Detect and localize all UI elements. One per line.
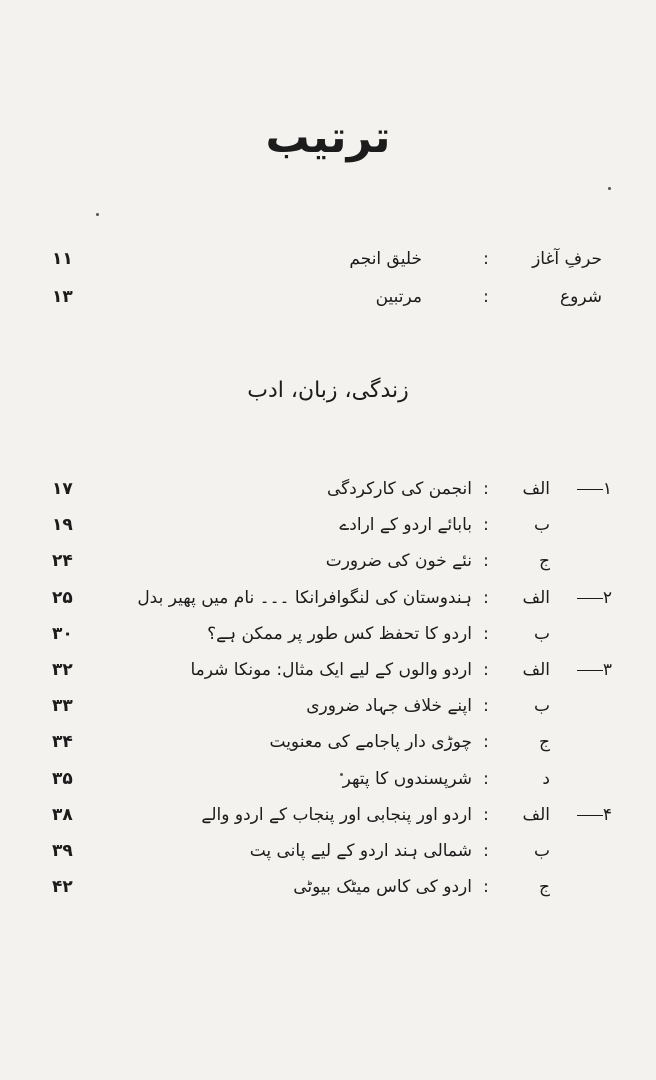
sub-label: ج [539, 551, 550, 571]
page-number: ۳۸ [52, 805, 73, 825]
page-number: ۳۳ [52, 696, 73, 716]
toc-row [0, 617, 656, 651]
chapter-number: ۴ [572, 798, 612, 832]
page-number: ۳۹ [52, 841, 73, 861]
separator: : [483, 877, 489, 897]
sub-label: ب [533, 841, 550, 861]
sub-label: الف [522, 805, 550, 825]
toc-row [0, 472, 656, 506]
sub-label: ج [539, 732, 550, 752]
intro-author: مرتبین [375, 287, 422, 307]
separator: : [483, 660, 489, 680]
toc-row [0, 762, 656, 796]
page-number: ۳۴ [52, 732, 73, 752]
toc-row [0, 798, 656, 832]
separator: : [483, 696, 489, 716]
intro-row [0, 242, 656, 276]
intro-row [0, 280, 656, 314]
intro-label: شروع [560, 287, 602, 307]
toc-row [0, 834, 656, 868]
intro-page: ۱۱ [52, 249, 73, 269]
paper-speck [608, 187, 611, 190]
entry-title: بابائے اردو کے ارادے [339, 515, 472, 535]
entry-title: چوڑی دار پاجامے کی معنویت [269, 732, 472, 752]
paper-speck [340, 773, 343, 776]
entry-title: شرپسندوں کا پتھر [342, 769, 472, 789]
sub-label: الف [522, 588, 550, 608]
separator: : [483, 805, 489, 825]
paper-speck [96, 213, 99, 216]
separator: : [483, 479, 489, 499]
separator: : [483, 841, 489, 861]
toc-row [0, 689, 656, 723]
entry-title: اردو کا تحفظ کس طور پر ممکن ہے؟ [207, 624, 472, 644]
page-number: ۳۵ [52, 769, 73, 789]
entry-title: اپنے خلاف جہاد ضروری [306, 696, 472, 716]
toc-row [0, 544, 656, 578]
page-number: ۲۴ [52, 551, 73, 571]
chapter-number: ۱ [572, 472, 612, 506]
separator: : [483, 249, 489, 269]
chapter-number: ۲ [572, 581, 612, 615]
sub-label: ب [533, 515, 550, 535]
page-number: ۱۷ [52, 479, 73, 499]
sub-label: د [542, 769, 550, 789]
page-number: ۲۵ [52, 588, 73, 608]
sub-label: الف [522, 660, 550, 680]
separator: : [483, 588, 489, 608]
entry-title: اردو کی کاس میٹک بیوٹی [293, 877, 472, 897]
entry-title: انجمن کی کارکردگی [326, 479, 472, 499]
intro-author: خلیق انجم [349, 249, 422, 269]
section-title: زندگی، زبان، ادب [247, 378, 409, 403]
entry-title: شمالی ہند اردو کے لیے پانی پت [249, 841, 472, 861]
sub-label: الف [522, 479, 550, 499]
page-number: ۴۲ [52, 877, 73, 897]
toc-row [0, 508, 656, 542]
sub-label: ج [539, 877, 550, 897]
sub-label: ب [533, 696, 550, 716]
chapter-number: ۳ [572, 653, 612, 687]
separator: : [483, 624, 489, 644]
entry-title: اردو والوں کے لیے ایک مثال: مونکا شرما [190, 660, 472, 680]
toc-row [0, 870, 656, 904]
page-number: ۳۰ [52, 624, 73, 644]
intro-page: ۱۳ [52, 287, 73, 307]
toc-row [0, 581, 656, 615]
separator: : [483, 769, 489, 789]
toc-row [0, 725, 656, 759]
toc-row [0, 653, 656, 687]
entry-title: اردو اور پنجابی اور پنجاب کے اردو والے [201, 805, 472, 825]
separator: : [483, 287, 489, 307]
page-title: ترتیب [265, 112, 391, 163]
sub-label: ب [533, 624, 550, 644]
entry-title: ہندوستان کی لنگوافرانکا ۔۔۔ نام میں پھیر بدل [137, 588, 472, 608]
separator: : [483, 732, 489, 752]
intro-label: حرفِ آغاز [532, 249, 602, 269]
page-number: ۳۲ [52, 660, 73, 680]
separator: : [483, 551, 489, 571]
separator: : [483, 515, 489, 535]
page-number: ۱۹ [52, 515, 73, 535]
entry-title: نئے خون کی ضرورت [325, 551, 472, 571]
